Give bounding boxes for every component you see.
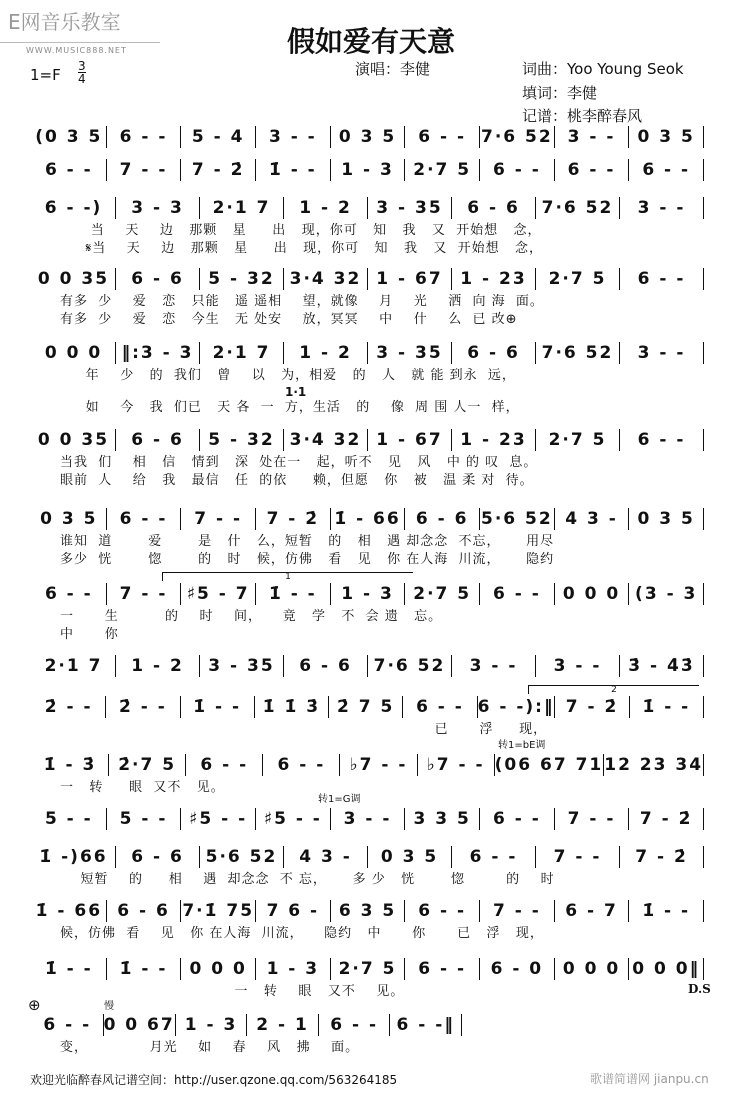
measure: 0 3 5 [331,126,406,148]
measure: 2·1 7 [200,197,284,219]
music-row [32,583,704,605]
measure: 3 - - [536,655,620,677]
measure: 6 - - [319,1014,391,1036]
measure: 3·4 32 [284,268,368,290]
measure: ♭7 - - [340,754,417,776]
measure: 4 3 - [284,846,368,868]
music-row [32,1014,462,1036]
lyric-line: 如 今 我 们已 天 各 一 方，生活 的 像 周 围 人一 样， [60,400,520,415]
measure: 3 - - [620,342,704,364]
measure: 1̇ - - [256,159,331,181]
measure: 0 0 0‖ [629,958,704,980]
measure: 3 - 35 [368,342,452,364]
lyricist: 填词：李健 [522,84,598,102]
measure: 6 - - [480,583,555,605]
measure: 5 - 32 [200,429,284,451]
music-row [32,900,704,922]
coda-sign: ⊕ [28,996,41,1014]
measure: 1̇ 1̇ 3̇ [255,696,329,718]
volta-bracket: 2 [528,685,699,694]
measure: 5·6 52 [481,509,553,529]
measure: 7 - - [555,808,630,830]
measure: (3 - 3 [629,583,704,605]
tempo-marking: 慢 [104,1001,114,1012]
measure: 6 - 6 [107,900,182,922]
measure: 1 - 3 [331,583,406,605]
measure: 6 - 0 [480,958,555,980]
measure: (06 67 71 [494,755,604,775]
singer: 演唱：李健 [355,60,431,78]
measure: 7 - 2̇ [555,696,629,718]
measure: ♯5 - - [256,808,331,830]
music-row [32,508,704,530]
measure: ♭7 - - [418,754,495,776]
measure: 5 - - [32,808,107,830]
lyric-line: 年 少 的 我们 曾 以 为，相爱 的 人 就 能 到永 远， [60,368,516,383]
measure: 7 - - [480,900,555,922]
measure: 1̇ - 66 [331,508,406,530]
measure: ♯5 - 7 [181,583,256,605]
measure: ♯5 - - [181,808,256,830]
measure: 6 - - [405,900,480,922]
measure: 6 - - [32,1014,104,1036]
measure: 7·6 52 [536,197,620,219]
lyric-line: 当 天 边 那颗 星 出 现，你可 知 我 又 开始想 念， [60,223,542,238]
measure: 2̇ - - [106,696,180,718]
measure: 6 - 6 [452,197,536,219]
measure: 2·7 5 [331,958,406,980]
key-signature: 1=F [30,66,61,84]
measure: 0 3 5 [32,508,107,530]
measure: 0 0 35 [32,429,116,451]
music-row [32,958,704,980]
measure: 1̇ - - [181,696,255,718]
measure: 2·7 5 [405,583,480,605]
measure: 7 - - [107,583,182,605]
measure: 6 - - [555,159,630,181]
measure: 1 - 23 [452,268,536,290]
lyric-line: 多少 恍 惚 的 时 候，仿佛 看 见 你 在人海 川流， 隐约 [60,552,555,567]
measure: 0 0 0 [181,958,256,980]
measure: (0 3 5 [32,126,107,148]
lyric-line: 已 浮 现， [60,722,548,737]
measure: 1̇ - - [107,958,182,980]
music-row [32,268,704,290]
measure: 1̇ - - [629,900,704,922]
measure: 2̇·7 5 [109,754,186,776]
measure: 1 - 23 [452,429,536,451]
measure: 3·4 32 [284,429,368,451]
measure: 6 - 6 [452,342,536,364]
measure: 1 - 3 [256,958,331,980]
measure: 3 - 3 [116,197,200,219]
measure: 5 - - [107,808,182,830]
measure: 6 - - [32,583,107,605]
measure: 1̇ - - [256,583,331,605]
measure: 6 - - [452,846,536,868]
measure: 3̇ - 4̇3̇ [620,655,704,677]
music-row [32,126,704,148]
measure: 1 - 3 [176,1014,248,1036]
measure: 1 - 67 [368,429,452,451]
key-change-annotation: 转1=G调 [318,794,361,805]
measure: 3 - - [256,126,331,148]
measure: 1̇ - 3̇ [32,754,109,776]
measure: 5 - 32 [200,268,284,290]
measure: 6 - 6 [284,655,368,677]
lyric-line: 当我 们 相 信 情到 深 处在一 起，听不 见 风 中 的 叹 息。 [60,455,538,470]
measure: 7 - - [107,159,182,181]
measure: 0 0 67 [103,1015,175,1035]
measure: 2·1 7 [32,655,116,677]
lyric-line: 变， 月光 如 春 风 拂 面。 [60,1040,360,1055]
measure: 1̇ -)66 [32,846,116,868]
music-row [32,197,704,219]
measure: 12 23 34 [604,755,704,775]
time-top: 3 [78,59,86,73]
music-row [32,808,704,830]
measure: 7 - 2̇ [629,808,704,830]
measure: 1 - 67 [368,268,452,290]
measure: 5 - 4 [181,126,256,148]
measure: 3 - - [620,197,704,219]
measure: 7·6 52 [481,127,553,147]
measure: 6 - - [263,754,340,776]
measure: 6 - 6 [116,846,200,868]
measure: 2·7 5 [536,429,620,451]
measure: 6 - -):‖ [477,697,555,717]
measure: 7 - 2̇ [256,508,331,530]
measure: 7·6 52 [368,655,452,677]
key-change-annotation: 转1=bE调 [498,740,546,751]
music-row [32,429,704,451]
time-signature [78,60,86,85]
measure: 2·7 5 [536,268,620,290]
measure: 3 - 35 [200,655,284,677]
measure: 6 - 6 [405,508,480,530]
volta-bracket: 1 [162,572,413,581]
lyric-line: 眼前 人 给 我 最信 任 的依 赖，但愿 你 被 温 柔 对 待。 [60,473,534,488]
music-row [32,159,704,181]
measure: 1 - 3 [331,159,406,181]
song-title: 假如爱有天意 [286,25,455,58]
measure: 7·1̇ 75 [182,901,255,921]
measure: 6 - - [405,126,480,148]
measure: 3 - - [452,655,536,677]
transcriber: 记谱：桃李醉春风 [522,107,643,125]
measure: 0 0 35 [32,268,116,290]
lyric-line: 谁知 道 爱 是 什 么，短暂 的 相 遇 却念念 不忘， 用尽 [60,534,555,549]
measure: 1 - 2 [284,197,368,219]
measure: 0 3 5 [368,846,452,868]
measure: ‖:3 - 3 [116,342,200,364]
measure: 6 - - [186,754,263,776]
measure: 0 3 5 [629,508,704,530]
lyric-line: 一 转 眼 又不 见。 [60,984,405,999]
lyric-line: 有多 少 爱 恋 今生 无 处安 放，冥冥 中 什 么 已 改⊕ [60,312,518,327]
lyric-line: 𝄋当 天 边 那颗 星 出 现，你可 知 我 又 开始想 念， [60,241,544,256]
site-url: WWW.MUSIC888.NET [26,46,127,55]
measure: 3 - - [555,126,630,148]
ds-marking: D.S [688,982,711,996]
measure: 5·6 52 [200,846,284,868]
measure: 6 - -) [32,197,116,219]
music-row [32,342,704,364]
lyric-line: 候，仿佛 看 见 你 在人海 川流， 隐约 中 你 已 浮 现， [60,926,544,941]
music-row [32,655,704,677]
measure: 0 3 5 [629,126,704,148]
watermark: 歌谱简谱网 jianpu.cn [590,1072,709,1086]
measure: 1 - 2 [284,342,368,364]
measure: 2·1 7 [200,342,284,364]
time-bottom: 4 [78,72,86,86]
measure: 6 - - [405,958,480,980]
lyric-line: 有多 少 爱 恋 只能 遥 遥相 望，就像 月 光 洒 向 海 面。 [60,294,544,309]
music-row [32,696,704,718]
lyric-line: 一 生 的 时 间， 竟 学 不 会 遗 忘。 [60,609,443,624]
measure: 6 - - [32,159,107,181]
measure: 6 - 7 [555,900,630,922]
measure: 6 3 5 [331,900,406,922]
measure: 4 3 - [555,508,630,530]
measure: 2 - 1 [247,1014,319,1036]
chord-annotation: 1·1 [285,385,307,399]
measure: 6 - 6 [116,268,200,290]
measure: 3 3 5 [405,808,480,830]
measure: 6 - - [107,126,182,148]
measure: 6 - - [620,429,704,451]
measure: 6 - 6 [116,429,200,451]
lyric-line: 中 你 [60,627,119,642]
measure: 6 - - [629,159,704,181]
measure: 1̇ - 66 [32,900,107,922]
measure: 7 - - [536,846,620,868]
footer-text: 欢迎光临醉春风记谱空间：http://user.qzone.qq.com/563264185 [30,1073,398,1087]
measure: 6 - - [620,268,704,290]
measure: 6 - -‖ [390,1014,462,1036]
measure: 0 0 0 [555,583,630,605]
measure: 1 - 2 [116,655,200,677]
measure: 0 0 0 [555,958,630,980]
measure: 1̇ - - [32,958,107,980]
measure: 3 - 35 [368,197,452,219]
measure: 2̇ 7 5 [329,696,403,718]
measure: 6 - - [480,159,555,181]
measure: 1̇ - - [630,696,704,718]
measure: 2·7 5 [405,159,480,181]
measure: 7 - 2̇ [620,846,704,868]
composer: 词曲：Yoo Young Seok [522,60,684,78]
lyric-line: 短暂 的 相 遇 却念念 不 忘， 多 少 恍 惚 的 时 [60,872,555,887]
measure: 2̇ - - [32,696,106,718]
music-row [32,846,704,868]
measure: 7·6 52 [536,342,620,364]
site-logo: E网音乐教室 [8,10,121,34]
measure: 6 - - [107,508,182,530]
measure: 7 - 2̇ [181,159,256,181]
measure: 6 - - [403,696,477,718]
lyric-line: 一 转 眼 又不 见。 [60,780,225,795]
measure: 3 - - [331,808,406,830]
measure: 6 - - [480,808,555,830]
music-row [32,754,704,776]
measure: 0 0 0 [32,342,116,364]
measure: 7 6 - [256,900,331,922]
measure: 7 - - [181,508,256,530]
